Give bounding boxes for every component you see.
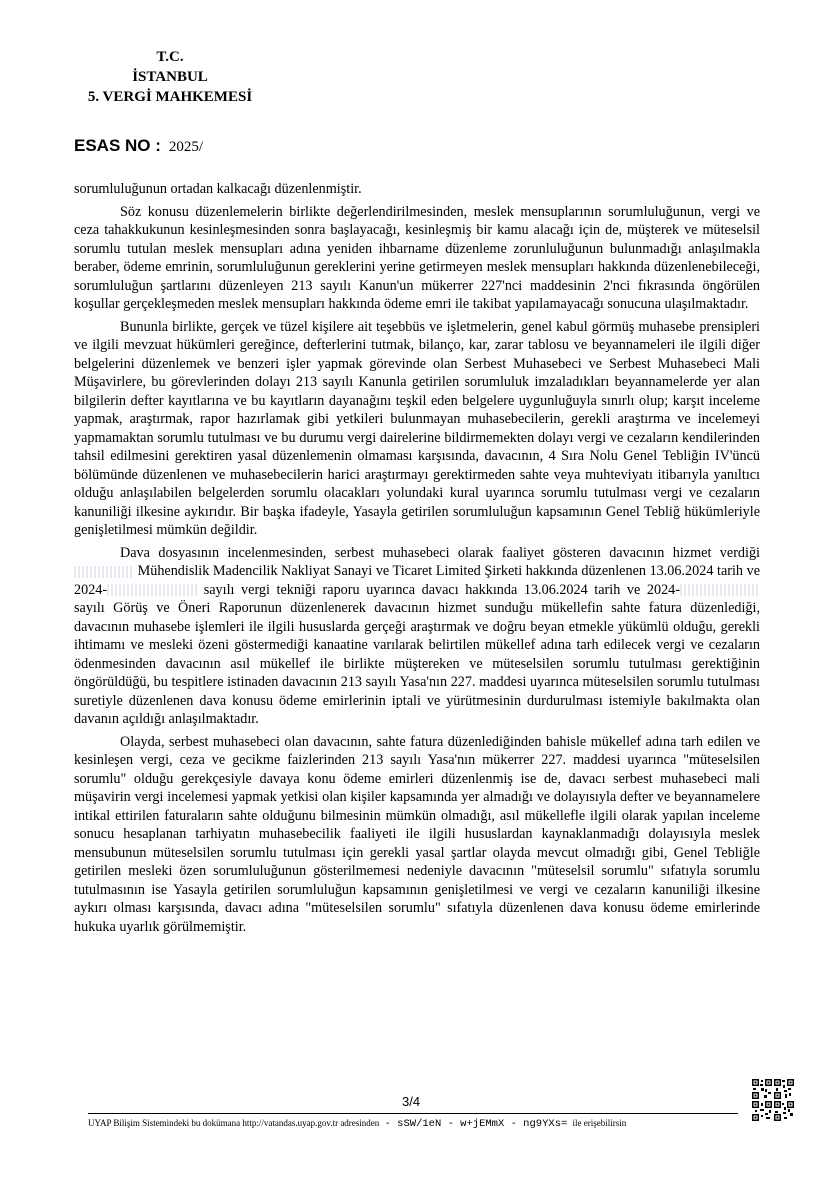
case-number — [74, 136, 203, 156]
paragraph-3-part-c: sayılı vergi tekniği raporu uyarınca davacı hakkında 13.06.2024 tarih ve 2024- — [203, 581, 681, 598]
paragraph-3-part-b: Mühendislik Madencilik Nakliyat Sanayi ve Ticaret Limited Şirketi hakkında düzenlenen 13.06.2024 tarih ve 2024- — [74, 563, 760, 598]
footer-verification — [88, 1118, 753, 1130]
footer-text-before: UYAP Bilişim Sistemindeki bu dokümana http://vatandas.uyap.gov.tr adresinden — [88, 1118, 380, 1128]
case-number-value: 2025/ — [168, 139, 204, 155]
qr-code-icon — [774, 1079, 794, 1099]
court-header — [60, 47, 280, 107]
paragraph-1: Söz konusu düzenlemelerin birlikte değerlendirilmesinden, meslek mensuplarının sorumluluğunun, vergi ve ceza tahakkukunun kesinleşmesinden sonra başlayacağı, kesinleşmiş bir kamu alacağı için de, müşterek ve müteselsil sorumlu tutulan meslek mensupları adına yeniden ihbarname düzenleme zorunluluğunun bulunmadığı anlaşılmakla beraber, ödeme emrinin, sorumluluğunun gereklerini yerine getirmeyen meslek mensupları hakkında düzenlenebileceği, sorumluluğun şartlarını düzenleyen 213 sayılı Kanun'un mükerrer 227'nci maddesinin 2'nci fıkrasında öngörülen koşullar gerçekleşmeden meslek mensupları hakkında ödeme emri ile takibat yapılamayacağı sonucuna ulaşılmaktadır. — [74, 203, 760, 312]
paragraph-3 — [74, 544, 760, 729]
paragraph-0: sorumluluğunun ortadan kalkacağı düzenlenmiştir. — [74, 181, 362, 197]
qr-code-icon — [774, 1101, 794, 1121]
case-number-label: ESAS NO : — [74, 136, 161, 155]
paragraph-3-part-d: sayılı Görüş ve Öneri Raporunun düzenlenerek davacının hizmet sunduğu mükellefin sahte fatura düzenlediği, davacının muhasebe işlemleri ile ilgili hususlarda gerçeği araştırmak ve doğru beyan etmekle yükümlü olduğu, gerekli ihtimamı ve mesleki özeni göstermediği kanaatine varılarak belirtilen mükellef adına tarh edilecek vergi ve cezaların ödenmesinden davacının asıl mükellef ile birlikte müştereken ve müteselsilen sorumlu tutulması gerektiğinin öngörüldüğü, bu tespitlere istinaden davacının 213 sayılı Yasa'nın 227. maddesi uyarınca müteselsilen sorumlu tutulması suretiyle düzenlenen dava konusu ödeme emirlerinin iptali ve yürütmesinin durdurulması istemiyle bakılmakta olan davanın açıldığı anlaşılmaktadır. — [74, 600, 760, 727]
header-line-tc: T.C. — [156, 49, 184, 65]
qr-code-icon — [752, 1079, 772, 1099]
redaction-mark — [74, 566, 134, 578]
footer-text-after: ile erişebilirsin — [572, 1118, 627, 1128]
redaction-mark — [680, 584, 760, 596]
header-line-court: 5. VERGİ MAHKEMESİ — [87, 89, 253, 105]
paragraph-4: Olayda, serbest muhasebeci olan davacının, sahte fatura düzenlediğinden bahisle mükellef adına tarh edilen ve kesinleşen vergi, ceza ve gecikme faizlerinden 213 sayılı Yasa'nın mükerrer 227. maddesi uyarınca "müteselsilen sorumlu" olduğu gerekçesiyle davaya konu ödeme emirleri düzenlenmiş ise de, davacı serbest muhasebeci mali müşavirin vergi incelemesi yapmak yetkisi olan kişiler kapsamında yer almadığı ve dolayısıyla defter ve beyannamelere intikal ettirilen faturaların sahte olduğunu bilmesinin mümkün olmadığı, asıl mükellefle ilgili olarak yapılan inceleme sonucu hesaplanan tarhiyatın muhasebecilik faaliyeti ile ilgili hususlardan kaynaklanmadığı dolayısıyla meslek mensubunun müteselsilen sorumlu tutulması için gerekli yasal şartlar olayda mevcut olmadığı gibi, Genel Tebliğle getirilen mesleki özen sorumluluğunun gösterilmemesi nedeniyle davacının "müteselsil sorumlu" sıfatıyla sorumlu tutulmasının ise Yasayla getirilen sorumluluğun kapsamının genişletilmesi ve vergi ve cezaların kanuniliği ilkesine aykırı olması karşısında, davacı adına "müteselsilen sorumlu" sıfatıyla düzenlenen dava konusu ödeme emirlerinde hukuka uyarlık görülmemiştir. — [74, 733, 760, 935]
redaction-mark — [107, 584, 197, 596]
footer-access-code: - sSW/1eN - w+jEMmX - ng9YXs= — [384, 1118, 568, 1130]
document-body — [74, 180, 760, 940]
qr-code-icon — [752, 1101, 772, 1121]
page-number: 3/4 — [402, 1094, 421, 1109]
paragraph-3-part-a: Dava dosyasının incelenmesinden, serbest muhasebeci olarak faaliyet gösteren davacının hizmet verdiği — [120, 544, 760, 561]
footer-divider — [88, 1113, 738, 1114]
paragraph-2: Bununla birlikte, gerçek ve tüzel kişilere ait teşebbüs ve işletmelerin, genel kabul görmüş muhasebe prensipleri ve ilgili mevzuat hükümleri gereğince, defterlerini tutmak, bilanço, kar, zarar tablosu ve beyannameleri ile ilgili diğer belgelerini düzenlemek ve benzeri işler yapmak görevinde olan Serbest Muhasebeci ve Serbest Muhasebeci Mali Müşavirlere, bu görevlerinden dolayı 213 sayılı Kanunla getirilen sorumluluk imzaladıkları beyannamelerde yer alan bilgilerin defter kayıtlarına ve bu kayıtların dayanağını teşkil eden belgelere uygunluğuyla sınırlı olup; karşıt inceleme yapmak, araştırmak, rapor hazırlamak gibi yetkileri bulunmayan muhasebecilerin, gerekli araştırma ve incelemeyi yapmamaktan sorumlu tutulması ve bu durumu vergi dairelerine bildirmemekten dolayı vergi ve cezaların kendilerinden tahsil edilmesini gerektiren yasal düzenlemenin olmaması karşısında, davacının, 4 Sıra Nolu Genel Tebliğin IV'üncü bölümünde düzenlenen ve muhasebecilerin harici araştırmayı gerektirmeden sahte veya muhteviyatı itibarıyla yanıltıcı olduğu anlaşılabilen belgelerden sorumlu olacakları yolundaki kural uyarınca sorumlu tutulması vergi ve cezaların kanuniliği ilkesine aykırıdır. Bir başka ifadeyle, Yasayla getirilen sorumluluğun kapsamının Genel Tebliğ hükümleriyle genişletilmesi mümkün değildir. — [74, 318, 760, 538]
header-line-city: İSTANBUL — [132, 69, 208, 85]
